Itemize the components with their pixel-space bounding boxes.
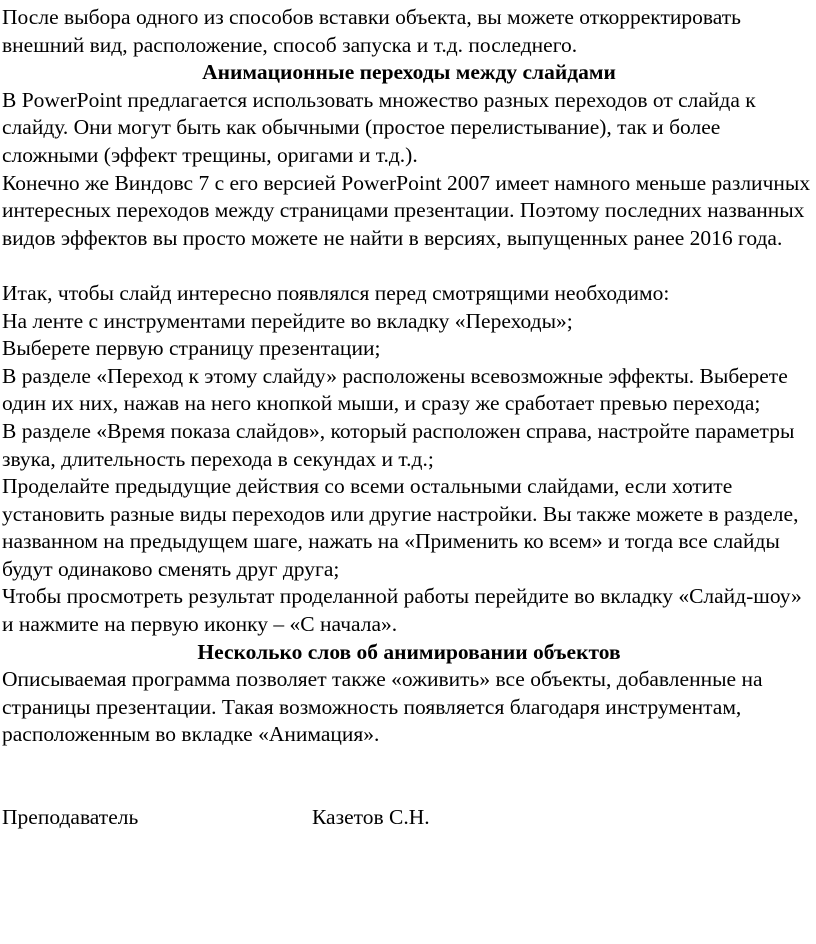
blank-lines (2, 749, 816, 804)
section-heading-transitions: Анимационные переходы между слайдами (202, 60, 616, 85)
step-item: В разделе «Переход к этому слайду» расположены всевозможные эффекты. Выберете один их них, нажав на него кнопкой мыши, и сразу же сработает превью перехода; (2, 363, 788, 416)
animation-paragraph: Описываемая программа позволяет также «оживить» все объекты, добавленные на страницы презентации. Такая возможность появляется благодаря инструментам, расположенным во вкладке «Анимация». (2, 667, 763, 747)
section-heading-animation: Несколько слов об анимировании объектов (197, 639, 621, 664)
intro-paragraph: После выбора одного из способов вставки объекта, вы можете откорректировать внешний вид, расположение, способ запуска и т.д. последнего. (2, 5, 741, 57)
step-item: На ленте с инструментами перейдите во вкладку «Переходы»; (2, 308, 573, 333)
blank-line (2, 252, 816, 280)
step-item: В разделе «Время показа слайдов», который расположен справа, настройте параметры звука, длительность перехода в секундах и т.д.; (2, 418, 795, 471)
step-item: Чтобы просмотреть результат проделанной работы перейдите во вкладку «Слайд-шоу» и нажмите на первую иконку – «С начала». (2, 584, 802, 637)
step-item: Проделайте предыдущие действия со всеми остальными слайдами, если хотите установить разные виды переходов или другие настройки. Вы также можете в разделе, названном на предыдущем шаге, нажать на «Применить ко всем» и тогда все слайды будут одинаково сменять друг друга; (2, 474, 799, 581)
transitions-paragraph-2: Конечно же Виндовс 7 с его версией PowerPoint 2007 имеет намного меньше различных интересных переходов между страницами презентации. Поэтому последних названных видов эффектов вы просто можете не найти в версиях, выпущенных ранее 2016 года. (2, 170, 811, 250)
signature-role: Преподаватель (2, 805, 139, 830)
transitions-paragraph-1: В PowerPoint предлагается использовать множество разных переходов от слайда к слайду. Они могут быть как обычными (простое перелистывание), так и более сложными (эффект трещины, оригами и т.д.). (2, 87, 756, 167)
step-item: Выберете первую страницу презентации; (2, 336, 381, 361)
signature-name: Казетов С.Н. (312, 805, 430, 830)
signature-line (2, 804, 816, 832)
steps-intro: Итак, чтобы слайд интересно появлялся перед смотрящими необходимо: (2, 280, 670, 305)
